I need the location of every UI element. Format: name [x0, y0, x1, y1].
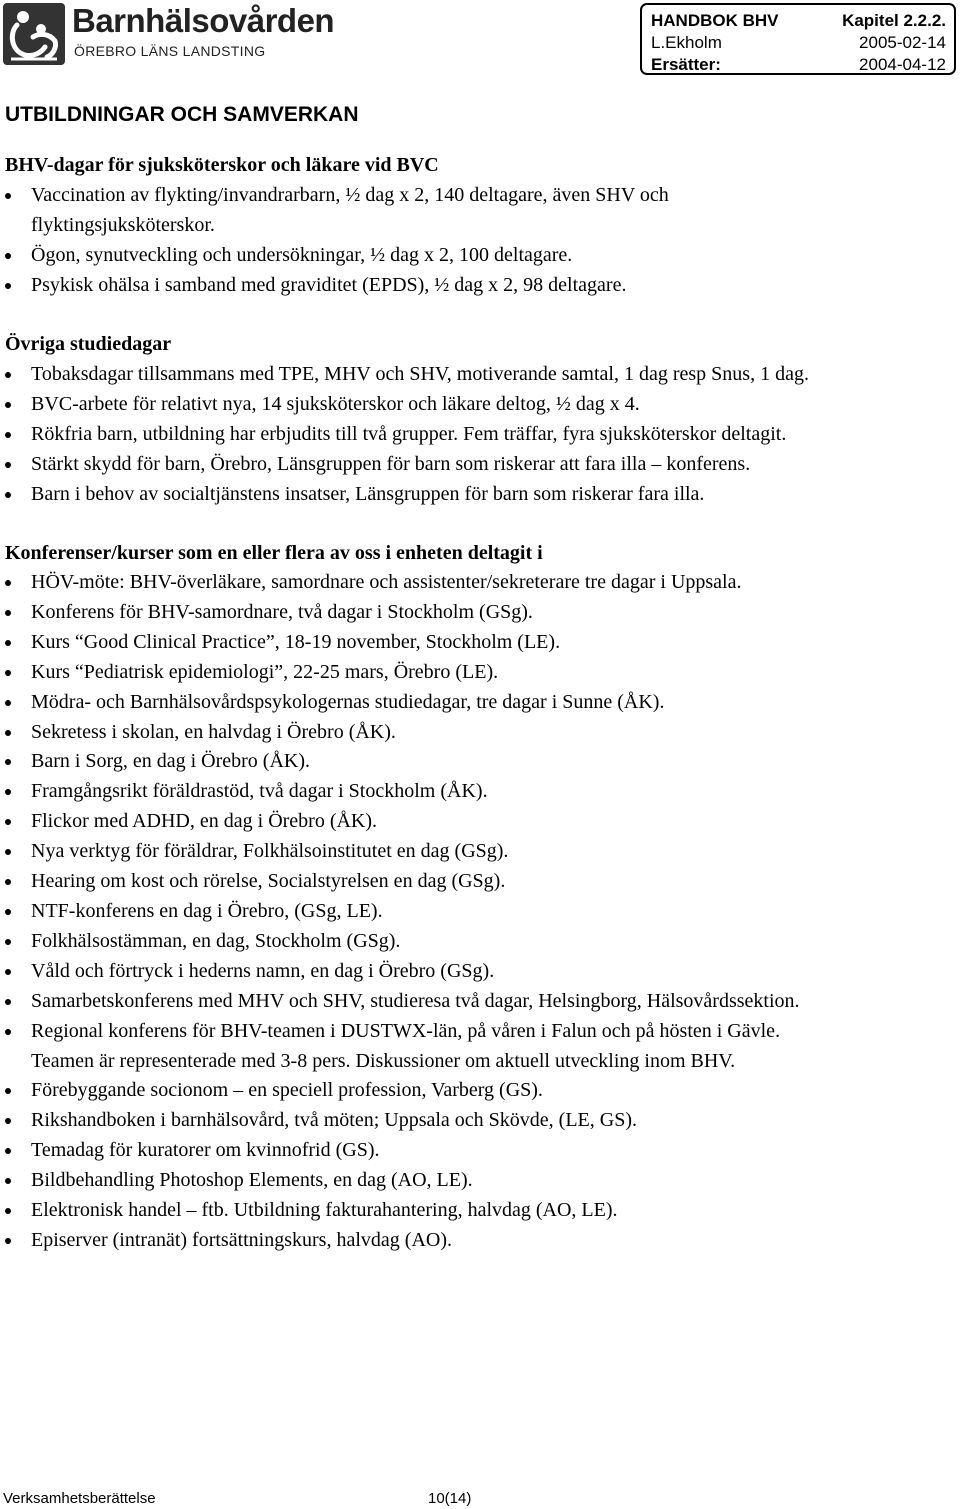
ovriga-studiedagar-list	[0, 360, 958, 510]
list-item	[0, 897, 958, 927]
replaces-date: 2004-04-12	[859, 55, 946, 74]
list-item	[0, 867, 958, 897]
list-item-text: BVC-arbete för relativt nya, 14 sjuksköterskor och läkare deltog, ½ dag x 4.	[31, 392, 640, 415]
org-name: Barnhälsovården	[72, 2, 335, 39]
list-item-text: Stärkt skydd för barn, Örebro, Länsgruppen för barn som riskerar att fara illa – konferens.	[31, 452, 751, 475]
replaces-label: Ersätter:	[651, 55, 721, 74]
info-row-replaces	[651, 54, 946, 76]
list-item-text: Folkhälsostämman, en dag, Stockholm (GSg).	[31, 929, 401, 952]
list-item	[0, 568, 958, 598]
chapter-label: Kapitel 2.2.2.	[842, 11, 946, 30]
list-item	[0, 658, 958, 688]
list-item	[0, 628, 958, 658]
list-item-text: Mödra- och Barnhälsovårdspsykologernas studiedagar, tre dagar i Sunne (ÅK).	[31, 690, 665, 713]
list-item-text: Flickor med ADHD, en dag i Örebro (ÅK).	[31, 810, 378, 833]
list-item-text: Sekretess i skolan, en halvdag i Örebro (ÅK).	[31, 720, 396, 743]
list-item	[0, 807, 958, 837]
list-item	[0, 747, 958, 777]
list-item-text: HÖV-möte: BHV-överläkare, samordnare och assistenter/sekreterare tre dagar i Uppsala.	[31, 571, 742, 593]
list-item-text: Psykisk ohälsa i samband med graviditet (EPDS), ½ dag x 2, 98 deltagare.	[31, 273, 627, 296]
list-item	[0, 688, 958, 718]
section-title-konferenser: Konferenser/kurser som en eller flera av oss i enheten deltagit i	[5, 542, 543, 564]
list-item	[0, 450, 958, 480]
list-item-text: Hearing om kost och rörelse, Socialstyrelsen en dag (GSg).	[31, 870, 506, 893]
list-item-text: Temadag för kuratorer om kvinnofrid (GS).	[31, 1139, 380, 1162]
list-item-text: Framgångsrikt föräldrastöd, två dagar i Stockholm (ÅK).	[31, 780, 488, 803]
list-item	[0, 1017, 958, 1077]
list-item-text: Teamen är representerade med 3-8 pers. Diskussioner om aktuell utveckling inom BHV.	[31, 1049, 736, 1072]
list-item-text: Kurs “Pediatrisk epidemiologi”, 22-25 mars, Örebro (LE).	[31, 660, 499, 683]
info-row-author	[651, 32, 946, 54]
page-title: UTBILDNINGAR OCH SAMVERKAN	[5, 103, 359, 126]
footer-document-name: Verksamhetsberättelse	[3, 1490, 156, 1507]
list-item-text: Barn i behov av socialtjänstens insatser, Länsgruppen för barn som riskerar fara illa.	[31, 482, 705, 505]
list-item	[0, 957, 958, 987]
list-item	[0, 1106, 958, 1136]
list-item-text: Konferens för BHV-samordnare, två dagar i Stockholm (GSg).	[31, 600, 533, 623]
section-title-ovriga-studiedagar: Övriga studiedagar	[5, 333, 172, 355]
list-item	[0, 927, 958, 957]
list-item-text: Rikshandboken i barnhälsovård, två möten; Uppsala och Skövde, (LE, GS).	[31, 1109, 637, 1132]
list-item	[0, 718, 958, 748]
list-item-text: Episerver (intranät) fortsättningskurs, halvdag (AO).	[31, 1228, 452, 1251]
page-header	[0, 0, 960, 80]
list-item-text: Ögon, synutveckling och undersökningar, ½ dag x 2, 100 deltagare.	[31, 243, 573, 266]
bhv-dagar-list	[0, 181, 958, 301]
list-item	[0, 1136, 958, 1166]
section-title-bhv-dagar: BHV-dagar för sjuksköterskor och läkare vid BVC	[5, 154, 439, 176]
list-item-text: Regional konferens för BHV-teamen i DUSTWX-län, på våren i Falun och på hösten i Gävle.	[31, 1019, 781, 1042]
list-item	[0, 390, 958, 420]
list-item	[0, 480, 958, 510]
list-item	[0, 420, 958, 450]
list-item-text: Vaccination av flykting/invandrarbarn, ½ dag x 2, 140 deltagare, även SHV och	[31, 184, 669, 206]
konferenser-list	[0, 568, 958, 1256]
list-item	[0, 598, 958, 628]
list-item-text: Bildbehandling Photoshop Elements, en dag (AO, LE).	[31, 1169, 473, 1192]
list-item	[0, 777, 958, 807]
list-item	[0, 360, 958, 390]
list-item-text: NTF-konferens en dag i Örebro, (GSg, LE).	[31, 899, 383, 922]
list-item-text: Samarbetskonferens med MHV och SHV, studieresa två dagar, Helsingborg, Hälsovårdssektion.	[31, 989, 800, 1012]
list-item-text: Rökfria barn, utbildning har erbjudits till två grupper. Fem träffar, fyra sjuksköterskor deltagit.	[31, 422, 787, 445]
list-item-text: flyktingsjuksköterskor.	[31, 213, 215, 236]
list-item	[0, 1076, 958, 1106]
document-info-box	[640, 3, 956, 75]
list-item	[0, 271, 958, 301]
list-item-text: Tobaksdagar tillsammans med TPE, MHV och SHV, motiverande samtal, 1 dag resp Snus, 1 dag.	[31, 363, 809, 385]
list-item-text: Barn i Sorg, en dag i Örebro (ÅK).	[31, 750, 311, 773]
list-item	[0, 241, 958, 271]
document-date: 2005-02-14	[859, 33, 946, 52]
author-name: L.Ekholm	[651, 33, 722, 52]
footer-page-number: 10(14)	[428, 1490, 472, 1507]
list-item-text: Förebyggande socionom – en speciell profession, Varberg (GS).	[31, 1079, 543, 1102]
barnhalsovarden-logo-icon	[3, 3, 65, 65]
list-item	[0, 837, 958, 867]
list-item-text: Kurs “Good Clinical Practice”, 18-19 november, Stockholm (LE).	[31, 630, 561, 653]
list-item-text: Elektronisk handel – ftb. Utbildning fakturahantering, halvdag (AO, LE).	[31, 1199, 618, 1222]
list-item	[0, 1196, 958, 1226]
list-item	[0, 987, 958, 1017]
org-subtitle: ÖREBRO LÄNS LANDSTING	[74, 43, 266, 59]
info-row-handbook	[651, 10, 946, 32]
list-item	[0, 1166, 958, 1196]
handbook-label: HANDBOK BHV	[651, 11, 779, 30]
list-item-text: Nya verktyg för föräldrar, Folkhälsoinstitutet en dag (GSg).	[31, 840, 509, 863]
list-item-text: Våld och förtryck i hederns namn, en dag i Örebro (GSg).	[31, 959, 495, 982]
list-item	[0, 1226, 958, 1256]
list-item	[0, 181, 958, 241]
